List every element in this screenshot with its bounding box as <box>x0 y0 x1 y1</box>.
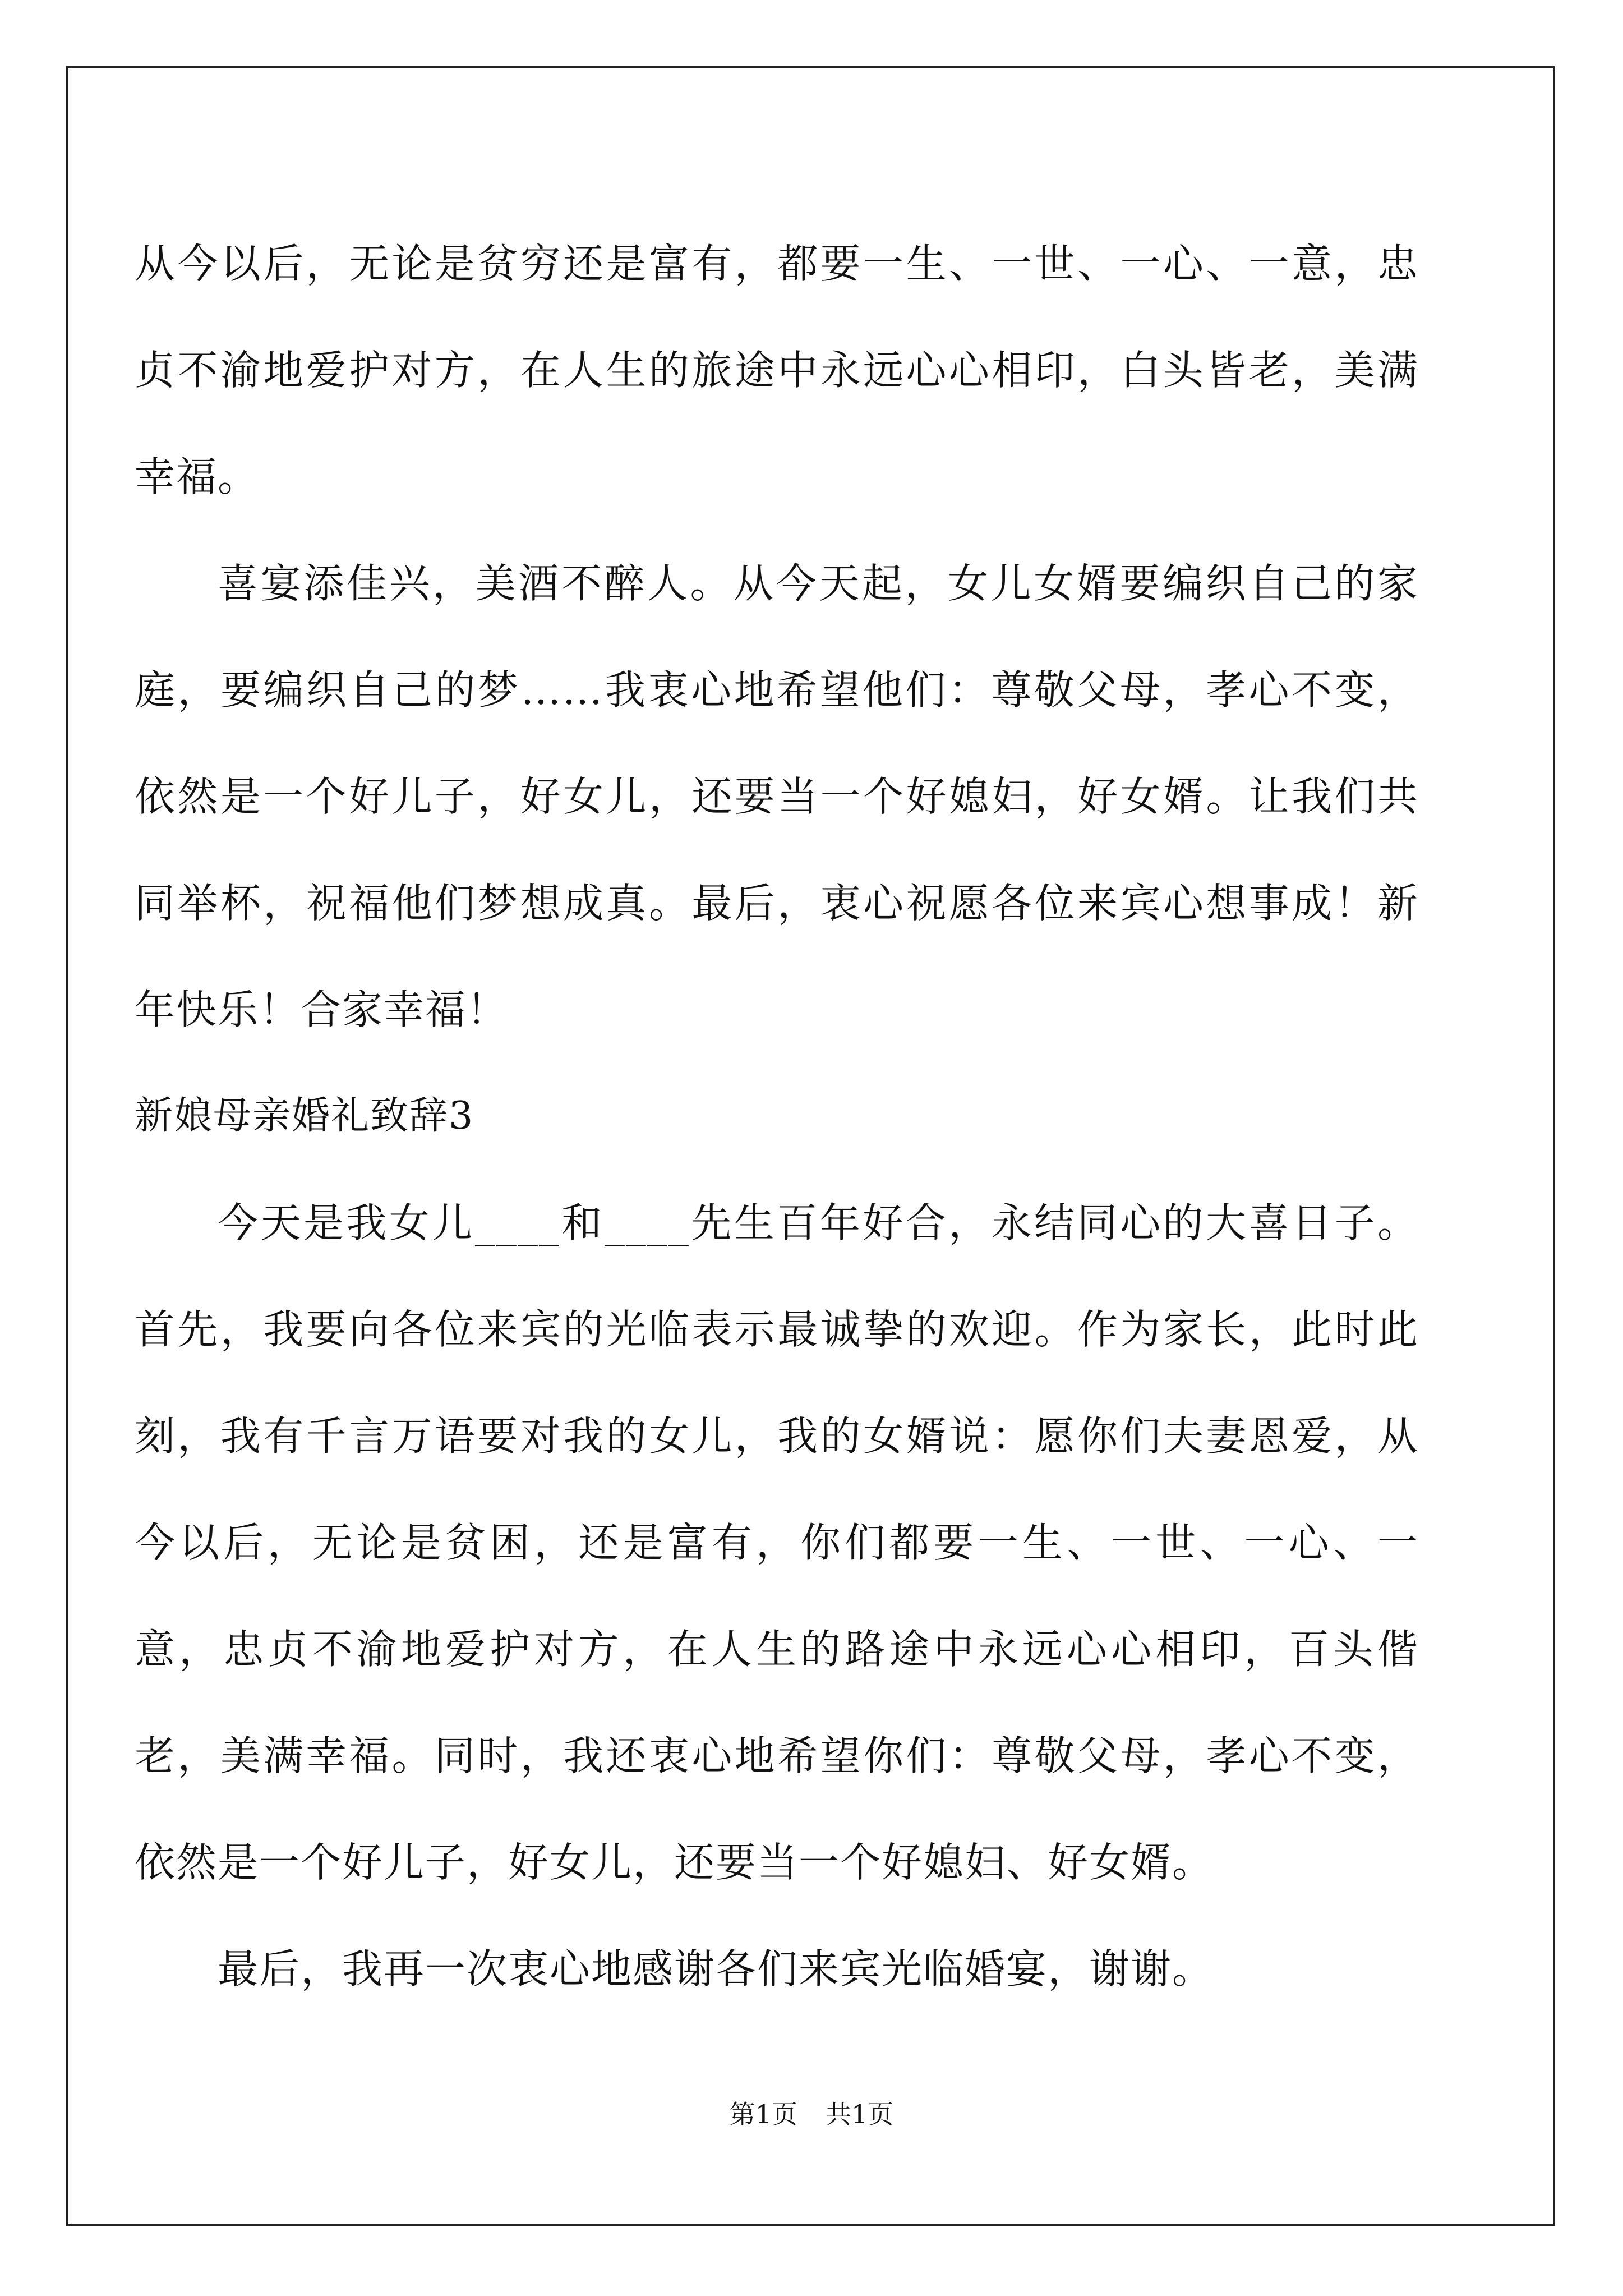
paragraph-3: 今天是我女儿____和____先生百年好合，永结同心的大喜日子。首先，我要向各位来宾的光临表示最诚挚的欢迎。作为家长，此时此刻，我有千言万语要对我的女儿，我的女婿说：愿你们夫妻恩爱，从今以后，无论是贫困，还是富有，你们都要一生、一世、一心、一意，忠贞不渝地爱护对方，在人生的路途中永远心心相印，百头偕老，美满幸福。同时，我还衷心地希望你们：尊敬父母，孝心不变，依然是一个好儿子，好女儿，还要当一个好媳妇、好女婿。 <box>135 1199 1419 1886</box>
page-number: 第1页 <box>729 2099 797 2129</box>
paragraph-1: 从今以后，无论是贫穷还是富有，都要一生、一世、一心、一意，忠贞不渝地爱护对方，在人生的旅途中永远心心相印，白头皆老，美满幸福。 <box>135 240 1419 500</box>
page-footer <box>0 2094 1623 2131</box>
document-body <box>135 210 1419 2022</box>
paragraph-2: 喜宴添佳兴，美酒不醉人。从今天起，女儿女婿要编织自己的家庭，要编织自己的梦……我衷心地希望他们：尊敬父母，孝心不变，依然是一个好儿子，好女儿，还要当一个好媳妇，好女婿。让我们共同举杯，祝福他们梦想成真。最后，衷心祝愿各位来宾心想事成！新年快乐！合家幸福！ <box>135 560 1419 1033</box>
paragraph-4: 最后，我再一次衷心地感谢各们来宾光临婚宴，谢谢。 <box>218 1945 1214 1993</box>
section-heading: 新娘母亲婚礼致辞3 <box>135 1094 474 1138</box>
page-total: 共1页 <box>826 2099 894 2129</box>
